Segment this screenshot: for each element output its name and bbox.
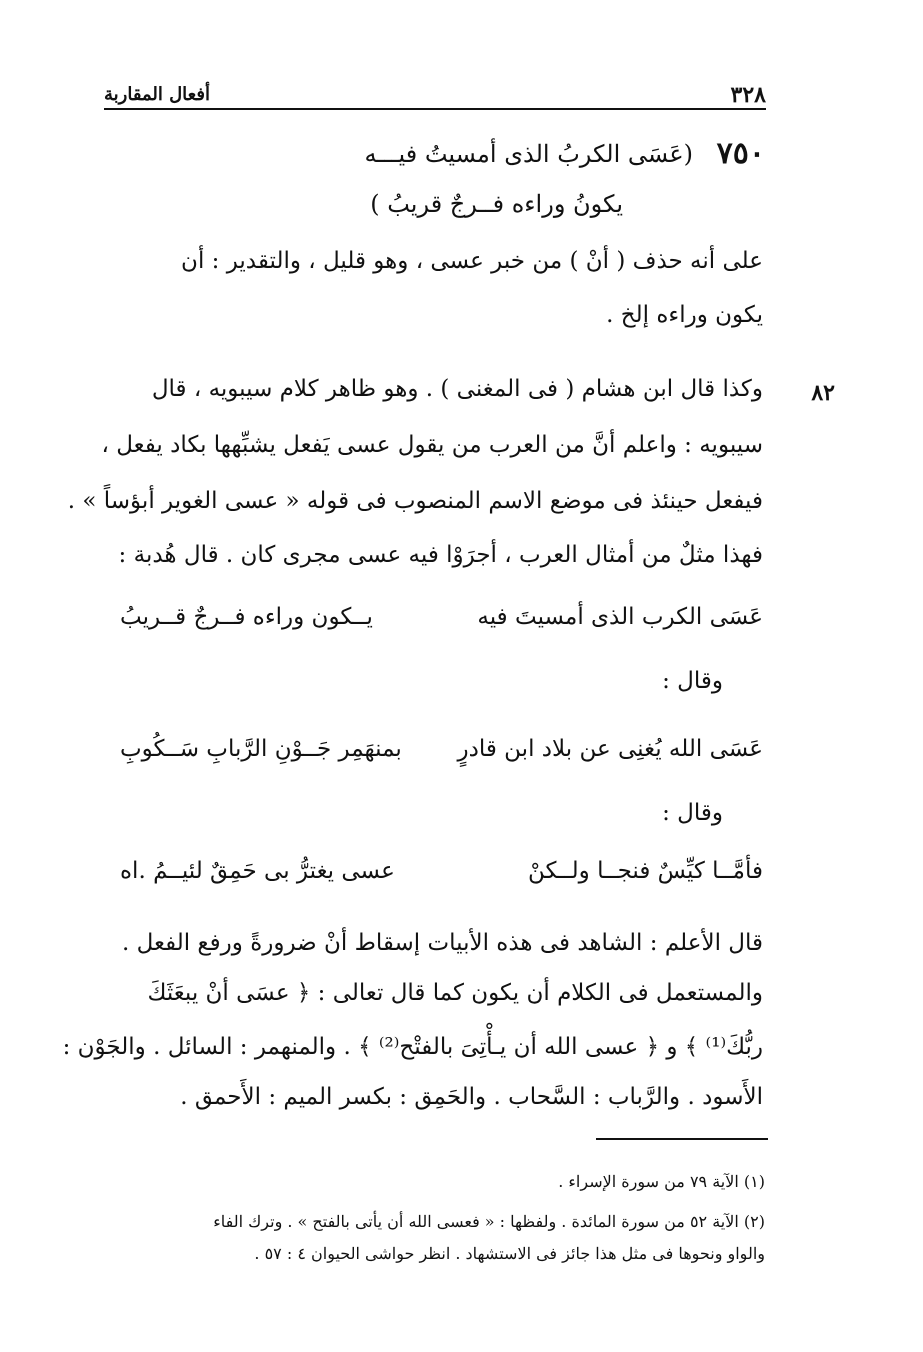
explanation-line-4: الأَسود . والرَّباب : السَّحاب . والحَمِق : بكسر الميم : الأَحمق . bbox=[180, 1084, 763, 1110]
poem1-first-hemistich: عَسَى الكرب الذى أمسيتَ فيه bbox=[477, 604, 763, 630]
said-label-2: وقال : bbox=[662, 800, 723, 826]
running-title: أفعال المقاربة bbox=[104, 84, 210, 105]
commentary-line-2: يكون وراءه إلخ . bbox=[606, 302, 763, 328]
verse-line-1: (عَسَى الكربُ الذى أمسيتُ فيـــه bbox=[364, 140, 693, 168]
verse-number: ٧٥٠ bbox=[716, 136, 765, 171]
footnote-2-line-2: والواو ونحوها فى مثل هذا جائز فى الاستشهاد . انظر حواشى الحيوان ٤ : ٥٧ . bbox=[254, 1244, 765, 1263]
header-rule bbox=[104, 108, 766, 110]
poem3-second-hemistich: عسى يغترُّ بى حَمِقٌ لئيــمُ .اه bbox=[120, 858, 395, 884]
footnote-2-line-1: (٢) الآية ٥٢ من سورة المائدة . ولفظها : « فعسى الله أن يأتى بالفتح » . وترك الفاء bbox=[213, 1212, 765, 1231]
page-header bbox=[104, 80, 766, 110]
quote-line-2: سيبويه : واعلم أنَّ من العرب من يقول عسى يَفعل يشبِّهها بكاد يفعل ، bbox=[101, 432, 763, 458]
quote-line-3: فيفعل حينئذ فى موضع الاسم المنصوب فى قوله « عسى الغوير أبؤساً » . bbox=[67, 488, 763, 514]
poem2-second-hemistich: بمنهَمِر جَــوْنِ الرَّبابِ سَــكُوبِ bbox=[120, 736, 402, 762]
page-number: ٣٢٨ bbox=[730, 82, 766, 108]
poem3-first-hemistich: فأمَّــا كيِّسٌ فنجــا ولــكنْ bbox=[527, 858, 763, 884]
poem1-second-hemistich: يــكون وراءه فــرجٌ قــريبُ bbox=[120, 604, 373, 630]
explanation-line-2: والمستعمل فى الكلام أن يكون كما قال تعالى : ﴿ عسَى أنْ يبعَثَكَ bbox=[147, 980, 763, 1006]
explanation-line-3: ربُّكَ⁽¹⁾ ﴾ و ﴿ عسى الله أن يـأْتِىَ بالفتْح⁽²⁾ ﴾ . والمنهمر : السائل . والجَوْن : bbox=[62, 1034, 763, 1060]
quote-line-4: فهذا مثلٌ من أمثال العرب ، أجرَوْا فيه عسى مجرى كان . قال هُدبة : bbox=[118, 542, 763, 568]
poem2-first-hemistich: عَسَى الله يُغنِى عن بلاد ابن قادرٍ bbox=[457, 736, 763, 762]
quote-line-1: وكذا قال ابن هشام ( فى المغنى ) . وهو ظاهر كلام سيبويه ، قال bbox=[151, 376, 763, 402]
said-label-1: وقال : bbox=[662, 668, 723, 694]
commentary-line-1: على أنه حذف ( أنْ ) من خبر عسى ، وهو قليل ، والتقدير : أن bbox=[181, 248, 763, 274]
footnote-1: (١) الآية ٧٩ من سورة الإسراء . bbox=[558, 1172, 765, 1191]
explanation-line-1: قال الأعلم : الشاهد فى هذه الأبيات إسقاط أنْ ضرورةً ورفع الفعل . bbox=[121, 930, 763, 956]
margin-number: ٨٢ bbox=[811, 380, 835, 406]
footnote-rule bbox=[596, 1138, 768, 1140]
verse-line-2: يكونُ وراءه فــرجٌ قريبُ ) bbox=[370, 190, 623, 218]
